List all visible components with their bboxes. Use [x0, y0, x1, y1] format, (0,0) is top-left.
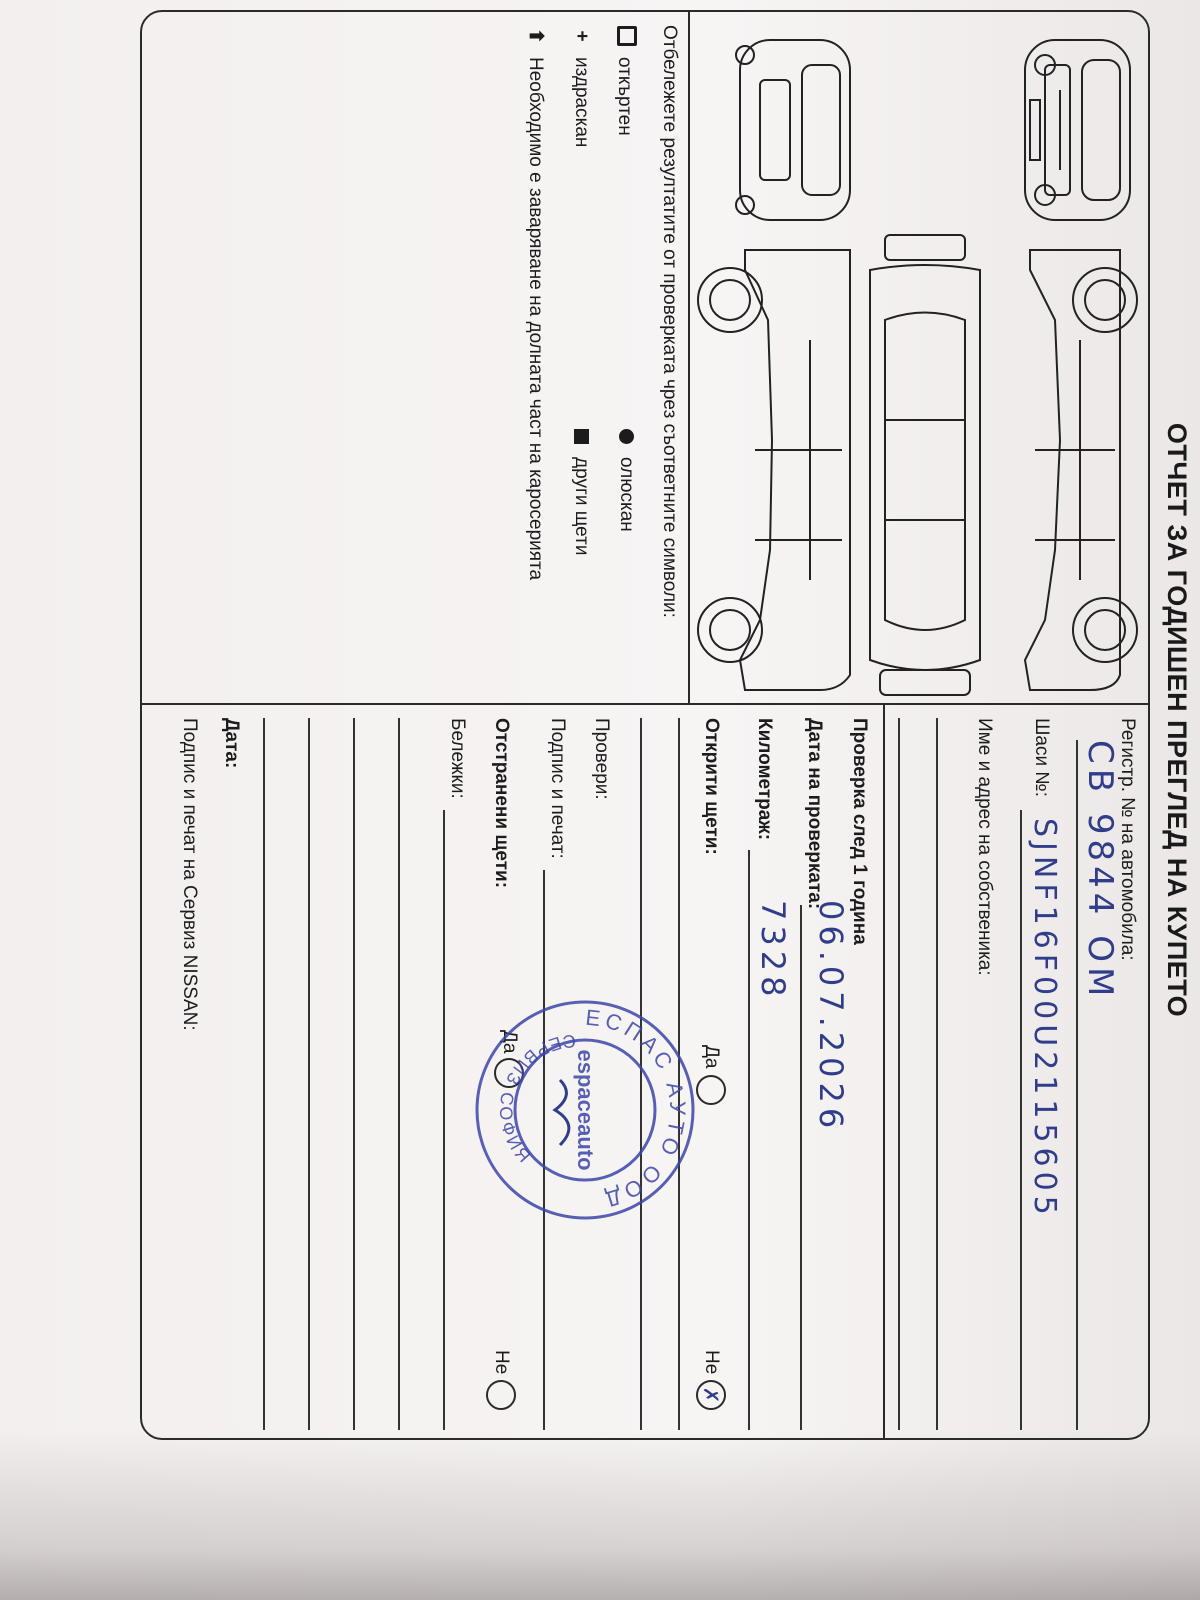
mileage-line — [749, 850, 751, 1430]
inspection-date-line — [801, 905, 803, 1430]
dot-icon — [615, 425, 637, 447]
notes-line-3 — [354, 718, 356, 1430]
car-top-view — [870, 235, 980, 695]
notes-line-4 — [309, 718, 311, 1430]
signature-scribble — [555, 1080, 569, 1145]
legend-item-welding: ⬆Необходимо е заваряване на долната част на каросерията — [524, 25, 547, 580]
plus-icon: + — [571, 30, 592, 42]
fixed-damage-label: Отстранени щети: — [491, 718, 512, 889]
sign-label: Подпис и печат: — [547, 718, 568, 859]
legend-item-scratched: +издраскан — [570, 25, 592, 147]
mileage-label: Километраж: — [754, 718, 775, 841]
notes-label: Бележки: — [447, 718, 468, 799]
square-icon — [570, 425, 592, 447]
vin-value[interactable]: SJNF16F00U2115605 — [1027, 818, 1062, 1220]
vertical-divider — [140, 703, 1150, 705]
vin-line — [1021, 810, 1023, 1430]
owner-line-2 — [899, 718, 901, 1430]
found-yes-checkbox[interactable] — [696, 1075, 726, 1105]
section-title: Проверка след 1 година — [849, 718, 870, 945]
car-front-view — [1025, 40, 1130, 220]
page-title: ОТЧЕТ ЗА ГОДИШЕН ПРЕГЛЕД НА КУПЕТО — [1162, 422, 1192, 1018]
checked-by-label: Провери: — [591, 718, 612, 800]
mileage-value[interactable]: 7328 — [754, 900, 792, 1002]
left-divider — [688, 10, 690, 705]
fixed-no-checkbox[interactable] — [486, 1380, 516, 1410]
reg-label: Регистр. № на автомобила: — [1117, 718, 1138, 961]
inspection-date-value[interactable]: 06.07.2026 — [812, 900, 850, 1134]
date2-label: Дата: — [221, 718, 242, 769]
right-divider — [883, 703, 885, 1440]
svg-text:ЕСПАС АУТО ООД — [584, 1005, 690, 1214]
service-sign-label: Подпис и печат на Сервиз NISSAN: — [179, 718, 200, 1031]
notes-line-1 — [444, 810, 446, 1430]
fixed-yes-label: Да — [499, 1030, 520, 1054]
company-stamp — [470, 995, 700, 1225]
car-side-view-top — [1025, 250, 1137, 690]
inspection-date-label: Дата на проверката: — [804, 718, 825, 910]
found-no-checkbox[interactable]: ✗ — [696, 1380, 726, 1410]
vin-label: Шаси №: — [1031, 718, 1052, 798]
legend-item-chipped: откъртен — [613, 25, 637, 136]
legend-item-flaked: олюскан — [615, 425, 637, 532]
arrow-up-icon: ⬆ — [525, 28, 546, 44]
reg-line — [1077, 740, 1079, 1430]
notes-line-2 — [399, 718, 401, 1430]
notes-line-5 — [264, 718, 266, 1430]
stamp-brand: espaceauto — [573, 1049, 598, 1171]
binding-shadow — [0, 1430, 1200, 1600]
car-rear-view — [736, 40, 850, 220]
car-side-view-bottom — [698, 250, 850, 690]
found-damage-label: Открити щети: — [701, 718, 722, 855]
reg-value[interactable]: СВ 9844 ОМ — [1080, 740, 1120, 1002]
legend-item-other: други щети — [570, 425, 592, 555]
found-yes-label: Да — [701, 1045, 722, 1069]
stamp-bottom-text: СЕРВИЗ СОФИЯ — [495, 1030, 577, 1169]
owner-line-1 — [937, 718, 939, 1430]
stamp-top-text: ЕСПАС АУТО ООД — [584, 1004, 691, 1214]
box-icon — [613, 25, 637, 47]
found-no-label: Не — [701, 1350, 722, 1375]
fixed-no-label: Не — [491, 1350, 512, 1375]
legend-heading: Отбележете резултатите от проверката чрез съответните символи: — [659, 25, 680, 618]
owner-label: Име и адрес на собственика: — [974, 718, 995, 976]
car-body-diagram — [695, 20, 1140, 700]
